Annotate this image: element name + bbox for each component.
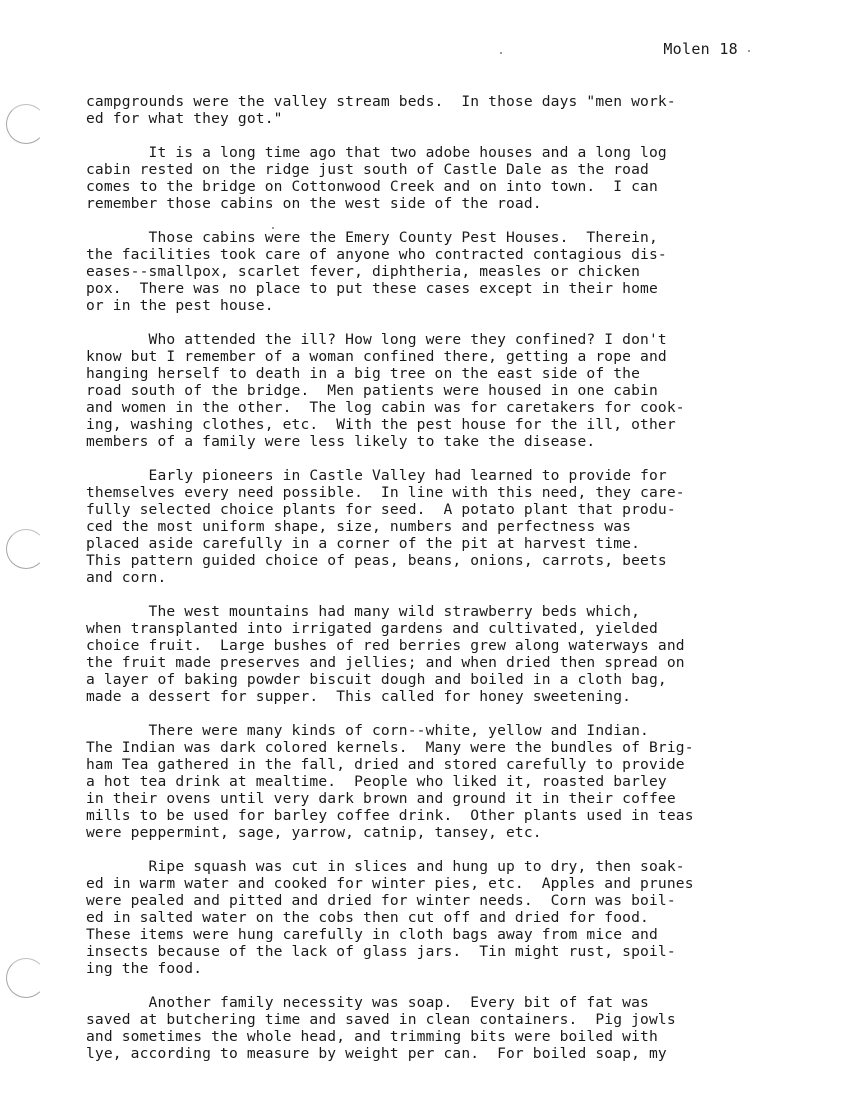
text-line: know but I remember of a woman confined there, getting a rope and: [86, 348, 667, 365]
paragraph: [86, 144, 786, 212]
text-line: ing the food.: [86, 960, 203, 977]
text-line: lye, according to measure by weight per can. For boiled soap, my: [86, 1045, 667, 1062]
text-line: in their ovens until very dark brown and ground it in their coffee: [86, 790, 676, 807]
text-line: ing, washing clothes, etc. With the pest house for the ill, other: [86, 416, 676, 433]
paragraph: [86, 858, 786, 977]
text-line: Those cabins were the Emery County Pest Houses. Therein,: [86, 229, 658, 246]
text-line: ed in warm water and cooked for winter pies, etc. Apples and prunes: [86, 875, 694, 892]
body-text: [86, 93, 786, 1062]
text-line: or in the pest house.: [86, 297, 274, 314]
text-line: comes to the bridge on Cottonwood Creek and on into town. I can: [86, 178, 658, 195]
text-line: pox. There was no place to put these cases except in their home: [86, 280, 658, 297]
text-line: There were many kinds of corn--white, yellow and Indian.: [86, 722, 649, 739]
text-line: eases--smallpox, scarlet fever, diphtheria, measles or chicken: [86, 263, 641, 280]
text-line: ed for what they got.": [86, 110, 283, 127]
paragraph: [86, 467, 786, 586]
text-line: when transplanted into irrigated gardens and cultivated, yielded: [86, 620, 658, 637]
text-line: Who attended the ill? How long were they confined? I don't: [86, 331, 667, 348]
text-line: cabin rested on the ridge just south of Castle Dale as the road: [86, 161, 649, 178]
text-line: This pattern guided choice of peas, beans, onions, carrots, beets: [86, 552, 667, 569]
text-line: remember those cabins on the west side of the road.: [86, 195, 542, 212]
binder-hole-mark: [6, 958, 46, 998]
text-line: the facilities took care of anyone who contracted contagious dis-: [86, 246, 667, 263]
text-line: These items were hung carefully in cloth bags away from mice and: [86, 926, 658, 943]
binder-hole-mark: [6, 529, 46, 569]
text-line: a hot tea drink at mealtime. People who liked it, roasted barley: [86, 773, 667, 790]
text-line: Ripe squash was cut in slices and hung up to dry, then soak-: [86, 858, 685, 875]
text-line: choice fruit. Large bushes of red berries grew along waterways and: [86, 637, 685, 654]
text-line: saved at butchering time and saved in clean containers. Pig jowls: [86, 1011, 676, 1028]
text-line: It is a long time ago that two adobe houses and a long log: [86, 144, 667, 161]
text-line: mills to be used for barley coffee drink. Other plants used in teas: [86, 807, 694, 824]
page-header: Molen 18: [663, 40, 738, 58]
paragraph: [86, 603, 786, 705]
text-line: insects because of the lack of glass jars. Tin might rust, spoil-: [86, 943, 676, 960]
paragraph: [86, 93, 786, 127]
text-line: hanging herself to death in a big tree on the east side of the: [86, 365, 641, 382]
text-line: fully selected choice plants for seed. A potato plant that produ-: [86, 501, 676, 518]
text-line: The west mountains had many wild strawberry beds which,: [86, 603, 641, 620]
text-line: were peppermint, sage, yarrow, catnip, tansey, etc.: [86, 824, 542, 841]
text-line: Early pioneers in Castle Valley had learned to provide for: [86, 467, 667, 484]
paragraph: [86, 229, 786, 314]
paragraph: [86, 331, 786, 450]
text-line: and corn.: [86, 569, 167, 586]
text-line: a layer of baking powder biscuit dough and boiled in a cloth bag,: [86, 671, 667, 688]
text-line: The Indian was dark colored kernels. Many were the bundles of Brig-: [86, 739, 694, 756]
text-line: placed aside carefully in a corner of the pit at harvest time.: [86, 535, 641, 552]
text-line: and women in the other. The log cabin was for caretakers for cook-: [86, 399, 685, 416]
text-line: road south of the bridge. Men patients were housed in one cabin: [86, 382, 658, 399]
text-line: members of a family were less likely to take the disease.: [86, 433, 596, 450]
text-line: were pealed and pitted and dried for winter needs. Corn was boil-: [86, 892, 676, 909]
text-line: and sometimes the whole head, and trimming bits were boiled with: [86, 1028, 658, 1045]
text-line: Another family necessity was soap. Every bit of fat was: [86, 994, 649, 1011]
scan-speck: [748, 50, 750, 52]
text-line: campgrounds were the valley stream beds. In those days "men work-: [86, 93, 676, 110]
text-line: ed in salted water on the cobs then cut off and dried for food.: [86, 909, 649, 926]
paragraph: [86, 722, 786, 841]
text-line: ham Tea gathered in the fall, dried and stored carefully to provide: [86, 756, 685, 773]
text-line: the fruit made preserves and jellies; and when dried then spread on: [86, 654, 685, 671]
text-line: made a dessert for supper. This called for honey sweetening.: [86, 688, 632, 705]
paragraph: [86, 994, 786, 1062]
scan-speck: [500, 52, 502, 54]
text-line: ced the most uniform shape, size, numbers and perfectness was: [86, 518, 632, 535]
text-line: themselves every need possible. In line with this need, they care-: [86, 484, 685, 501]
binder-hole-mark: [6, 104, 46, 144]
